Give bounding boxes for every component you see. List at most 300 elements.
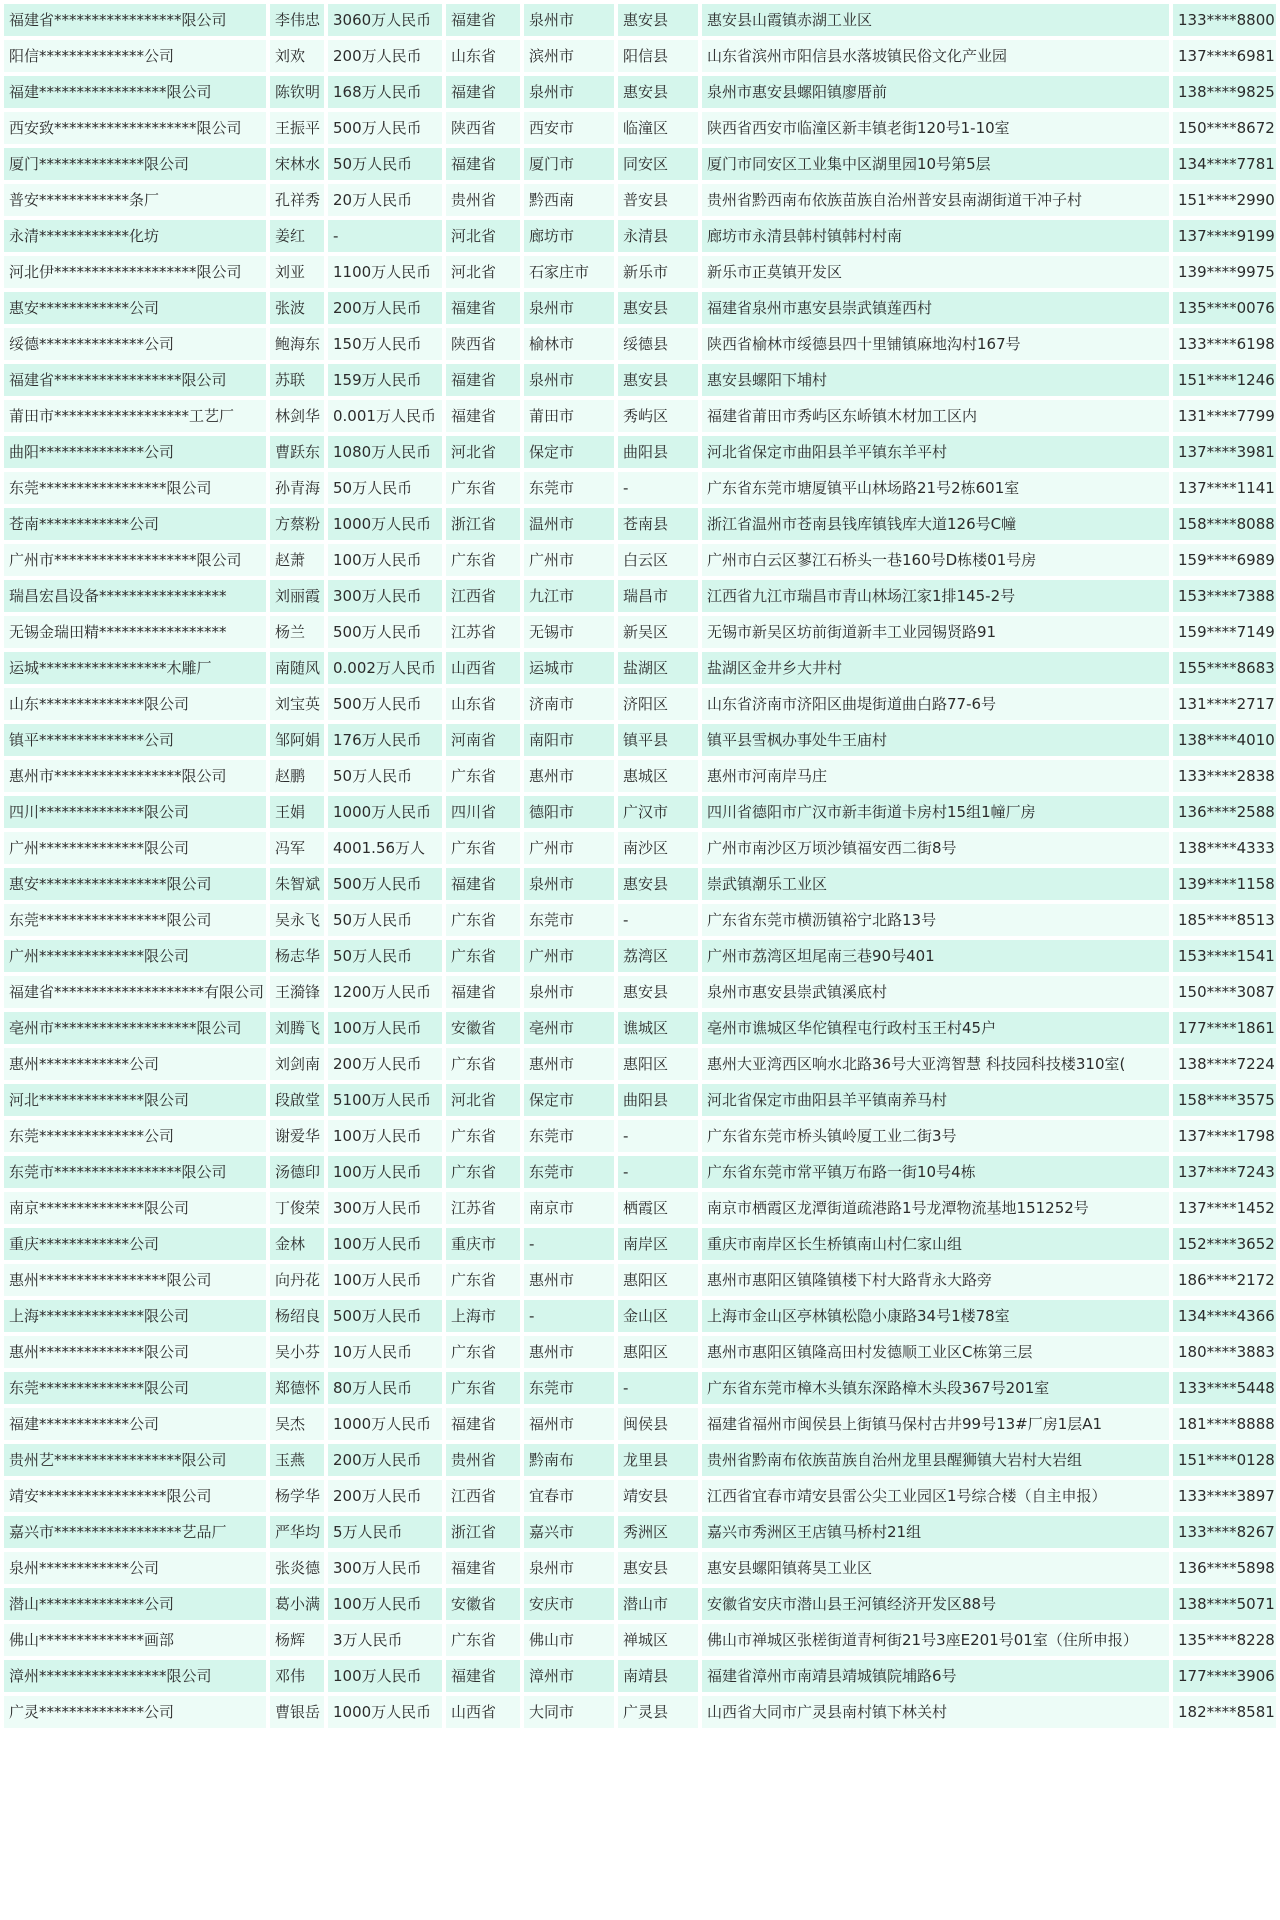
province-cell: 广东省 (446, 1048, 520, 1080)
company-name-cell: 惠州************公司 (4, 1048, 266, 1080)
city-cell: 济南市 (524, 688, 614, 720)
legal-person-cell: 玉燕 (270, 1444, 324, 1476)
province-cell: 福建省 (446, 76, 520, 108)
city-cell: 无锡市 (524, 616, 614, 648)
registered-capital-cell: 168万人民币 (328, 76, 442, 108)
table-row (4, 508, 1276, 540)
phone-cell: 138****4010 (1173, 724, 1276, 756)
address-cell: 亳州市谯城区华佗镇程屯行政村玉王村45户 (702, 1012, 1169, 1044)
phone-cell: 133****5448 (1173, 1372, 1276, 1404)
table-row (4, 4, 1276, 36)
company-name-cell: 东莞**************公司 (4, 1120, 266, 1152)
address-cell: 福建省泉州市惠安县崇武镇莲西村 (702, 292, 1169, 324)
company-name-cell: 广州**************限公司 (4, 940, 266, 972)
address-cell: 陕西省榆林市绥德县四十里铺镇麻地沟村167号 (702, 328, 1169, 360)
registered-capital-cell: 50万人民币 (328, 760, 442, 792)
table-row (4, 472, 1276, 504)
phone-cell: 137****3981 (1173, 436, 1276, 468)
address-cell: 泉州市惠安县崇武镇溪底村 (702, 976, 1169, 1008)
address-cell: 四川省德阳市广汉市新丰街道卡房村15组1幢厂房 (702, 796, 1169, 828)
province-cell: 福建省 (446, 400, 520, 432)
registered-capital-cell: 80万人民币 (328, 1372, 442, 1404)
address-cell: 泉州市惠安县螺阳镇廖厝前 (702, 76, 1169, 108)
company-name-cell: 靖安*****************限公司 (4, 1480, 266, 1512)
province-cell: 浙江省 (446, 1516, 520, 1548)
legal-person-cell: 宋林水 (270, 148, 324, 180)
city-cell: 东莞市 (524, 472, 614, 504)
legal-person-cell: 刘欢 (270, 40, 324, 72)
city-cell: 嘉兴市 (524, 1516, 614, 1548)
city-cell: 亳州市 (524, 1012, 614, 1044)
registered-capital-cell: 50万人民币 (328, 472, 442, 504)
address-cell: 惠州大亚湾西区响水北路36号大亚湾智慧 科技园科技楼310室( (702, 1048, 1169, 1080)
registered-capital-cell: 200万人民币 (328, 292, 442, 324)
address-cell: 嘉兴市秀洲区王店镇马桥村21组 (702, 1516, 1169, 1548)
registered-capital-cell: 200万人民币 (328, 1444, 442, 1476)
registered-capital-cell: 3万人民币 (328, 1624, 442, 1656)
legal-person-cell: 张炎德 (270, 1552, 324, 1584)
registered-capital-cell: 20万人民币 (328, 184, 442, 216)
province-cell: 山东省 (446, 688, 520, 720)
company-name-cell: 普安************条厂 (4, 184, 266, 216)
phone-cell: 138****5071 (1173, 1588, 1276, 1620)
province-cell: 福建省 (446, 1408, 520, 1440)
phone-cell: 182****8581 (1173, 1696, 1276, 1728)
table-row (4, 364, 1276, 396)
phone-cell: 131****7799 (1173, 400, 1276, 432)
table-row (4, 832, 1276, 864)
legal-person-cell: 金林 (270, 1228, 324, 1260)
phone-cell: 158****3575 (1173, 1084, 1276, 1116)
phone-cell: 139****1158 (1173, 868, 1276, 900)
legal-person-cell: 向丹花 (270, 1264, 324, 1296)
legal-person-cell: 南随风 (270, 652, 324, 684)
legal-person-cell: 汤德印 (270, 1156, 324, 1188)
registered-capital-cell: 100万人民币 (328, 1264, 442, 1296)
legal-person-cell: 刘剑南 (270, 1048, 324, 1080)
registered-capital-cell: 50万人民币 (328, 904, 442, 936)
province-cell: 江苏省 (446, 616, 520, 648)
company-name-cell: 福建省*****************限公司 (4, 364, 266, 396)
city-cell: 泉州市 (524, 4, 614, 36)
company-name-cell: 永清************化坊 (4, 220, 266, 252)
address-cell: 江西省九江市瑞昌市青山林场江家1排145-2号 (702, 580, 1169, 612)
company-name-cell: 福建************公司 (4, 1408, 266, 1440)
district-cell: 济阳区 (618, 688, 698, 720)
table-row (4, 1552, 1276, 1584)
company-name-cell: 山东**************限公司 (4, 688, 266, 720)
registered-capital-cell: 300万人民币 (328, 1192, 442, 1224)
company-name-cell: 上海**************限公司 (4, 1300, 266, 1332)
address-cell: 广东省东莞市桥头镇岭厦工业二街3号 (702, 1120, 1169, 1152)
district-cell: - (618, 1156, 698, 1188)
city-cell: 泉州市 (524, 1552, 614, 1584)
phone-cell: 134****7781 (1173, 148, 1276, 180)
province-cell: 广东省 (446, 1156, 520, 1188)
city-cell: 广州市 (524, 940, 614, 972)
district-cell: 曲阳县 (618, 436, 698, 468)
table-row (4, 976, 1276, 1008)
company-name-cell: 镇平**************公司 (4, 724, 266, 756)
address-cell: 广东省东莞市横沥镇裕宁北路13号 (702, 904, 1169, 936)
city-cell: 泉州市 (524, 76, 614, 108)
table-row (4, 1228, 1276, 1260)
district-cell: 白云区 (618, 544, 698, 576)
province-cell: 福建省 (446, 868, 520, 900)
registered-capital-cell: 1000万人民币 (328, 1696, 442, 1728)
company-name-cell: 运城*****************木雕厂 (4, 652, 266, 684)
company-name-cell: 贵州艺*****************限公司 (4, 1444, 266, 1476)
address-cell: 贵州省黔南布依族苗族自治州龙里县醒狮镇大岩村大岩组 (702, 1444, 1169, 1476)
city-cell: 东莞市 (524, 904, 614, 936)
province-cell: 广东省 (446, 760, 520, 792)
phone-cell: 150****8672 (1173, 112, 1276, 144)
company-name-cell: 苍南************公司 (4, 508, 266, 540)
legal-person-cell: 杨兰 (270, 616, 324, 648)
address-cell: 惠州市河南岸马庄 (702, 760, 1169, 792)
company-name-cell: 福建省********************有限公司 (4, 976, 266, 1008)
district-cell: - (618, 472, 698, 504)
legal-person-cell: 王娟 (270, 796, 324, 828)
district-cell: 曲阳县 (618, 1084, 698, 1116)
city-cell: 黔南布 (524, 1444, 614, 1476)
province-cell: 广东省 (446, 1336, 520, 1368)
district-cell: 南靖县 (618, 1660, 698, 1692)
city-cell: 黔西南 (524, 184, 614, 216)
table-row (4, 148, 1276, 180)
district-cell: 惠安县 (618, 364, 698, 396)
province-cell: 河北省 (446, 256, 520, 288)
city-cell: 东莞市 (524, 1372, 614, 1404)
table-row (4, 1408, 1276, 1440)
company-name-cell: 广灵**************公司 (4, 1696, 266, 1728)
address-cell: 惠安县螺阳下埔村 (702, 364, 1169, 396)
district-cell: 阳信县 (618, 40, 698, 72)
province-cell: 江西省 (446, 1480, 520, 1512)
table-row (4, 616, 1276, 648)
address-cell: 惠安县螺阳镇蒋昊工业区 (702, 1552, 1169, 1584)
province-cell: 浙江省 (446, 508, 520, 540)
province-cell: 重庆市 (446, 1228, 520, 1260)
registered-capital-cell: 50万人民币 (328, 148, 442, 180)
city-cell: 惠州市 (524, 1048, 614, 1080)
city-cell: 东莞市 (524, 1156, 614, 1188)
province-cell: 贵州省 (446, 1444, 520, 1476)
registered-capital-cell: 1100万人民币 (328, 256, 442, 288)
province-cell: 陕西省 (446, 328, 520, 360)
registered-capital-cell: 0.002万人民币 (328, 652, 442, 684)
phone-cell: 136****5898 (1173, 1552, 1276, 1584)
registered-capital-cell: 100万人民币 (328, 1012, 442, 1044)
registered-capital-cell: 50万人民币 (328, 940, 442, 972)
district-cell: - (618, 904, 698, 936)
phone-cell: 177****1861 (1173, 1012, 1276, 1044)
district-cell: 瑞昌市 (618, 580, 698, 612)
table-row (4, 1660, 1276, 1692)
registered-capital-cell: 5万人民币 (328, 1516, 442, 1548)
province-cell: 上海市 (446, 1300, 520, 1332)
registered-capital-cell: 500万人民币 (328, 616, 442, 648)
address-cell: 广州市南沙区万顷沙镇福安西二街8号 (702, 832, 1169, 864)
table-row (4, 220, 1276, 252)
address-cell: 山西省大同市广灵县南村镇下林关村 (702, 1696, 1169, 1728)
registered-capital-cell: 150万人民币 (328, 328, 442, 360)
province-cell: 福建省 (446, 292, 520, 324)
legal-person-cell: 冯军 (270, 832, 324, 864)
registered-capital-cell: 100万人民币 (328, 1228, 442, 1260)
table-row (4, 1048, 1276, 1080)
city-cell: 九江市 (524, 580, 614, 612)
city-cell: 佛山市 (524, 1624, 614, 1656)
company-name-cell: 东莞**************限公司 (4, 1372, 266, 1404)
table-row (4, 1516, 1276, 1548)
address-cell: 陕西省西安市临潼区新丰镇老街120号1-10室 (702, 112, 1169, 144)
phone-cell: 136****2588 (1173, 796, 1276, 828)
province-cell: 河北省 (446, 436, 520, 468)
city-cell: 莆田市 (524, 400, 614, 432)
district-cell: 栖霞区 (618, 1192, 698, 1224)
address-cell: 盐湖区金井乡大井村 (702, 652, 1169, 684)
registered-capital-cell: 100万人民币 (328, 1660, 442, 1692)
legal-person-cell: 张波 (270, 292, 324, 324)
company-name-cell: 广州市*******************限公司 (4, 544, 266, 576)
address-cell: 佛山市禅城区张槎街道青柯街21号3座E201号01室（住所申报） (702, 1624, 1169, 1656)
registered-capital-cell: - (328, 220, 442, 252)
province-cell: 安徽省 (446, 1588, 520, 1620)
district-cell: 禅城区 (618, 1624, 698, 1656)
registered-capital-cell: 1080万人民币 (328, 436, 442, 468)
district-cell: 惠安县 (618, 76, 698, 108)
province-cell: 山西省 (446, 652, 520, 684)
registered-capital-cell: 10万人民币 (328, 1336, 442, 1368)
registered-capital-cell: 176万人民币 (328, 724, 442, 756)
company-name-cell: 厦门**************限公司 (4, 148, 266, 180)
table-row (4, 1444, 1276, 1476)
registered-capital-cell: 200万人民币 (328, 40, 442, 72)
province-cell: 山东省 (446, 40, 520, 72)
district-cell: 惠阳区 (618, 1336, 698, 1368)
phone-cell: 139****9975 (1173, 256, 1276, 288)
table-row (4, 1372, 1276, 1404)
province-cell: 广东省 (446, 1120, 520, 1152)
city-cell: - (524, 1228, 614, 1260)
table-row (4, 1480, 1276, 1512)
table-row (4, 724, 1276, 756)
table-row (4, 40, 1276, 72)
address-cell: 山东省济南市济阳区曲堤街道曲白路77-6号 (702, 688, 1169, 720)
registered-capital-cell: 5100万人民币 (328, 1084, 442, 1116)
table-row (4, 1588, 1276, 1620)
legal-person-cell: 赵鹏 (270, 760, 324, 792)
table-row (4, 580, 1276, 612)
legal-person-cell: 王振平 (270, 112, 324, 144)
city-cell: 保定市 (524, 436, 614, 468)
city-cell: 福州市 (524, 1408, 614, 1440)
city-cell: 惠州市 (524, 1264, 614, 1296)
district-cell: 惠阳区 (618, 1048, 698, 1080)
province-cell: 四川省 (446, 796, 520, 828)
province-cell: 江西省 (446, 580, 520, 612)
registered-capital-cell: 500万人民币 (328, 868, 442, 900)
district-cell: 永清县 (618, 220, 698, 252)
address-cell: 无锡市新吴区坊前街道新丰工业园锡贤路91 (702, 616, 1169, 648)
table-row (4, 652, 1276, 684)
address-cell: 贵州省黔西南布依族苗族自治州普安县南湖街道干冲子村 (702, 184, 1169, 216)
address-cell: 南京市栖霞区龙潭街道疏港路1号龙潭物流基地151252号 (702, 1192, 1169, 1224)
city-cell: 泉州市 (524, 292, 614, 324)
district-cell: 同安区 (618, 148, 698, 180)
phone-cell: 138****7224 (1173, 1048, 1276, 1080)
city-cell: 宜春市 (524, 1480, 614, 1512)
district-cell: 谯城区 (618, 1012, 698, 1044)
legal-person-cell: 杨辉 (270, 1624, 324, 1656)
registered-capital-cell: 100万人民币 (328, 1588, 442, 1620)
province-cell: 贵州省 (446, 184, 520, 216)
city-cell: 廊坊市 (524, 220, 614, 252)
phone-cell: 159****6989 (1173, 544, 1276, 576)
phone-cell: 185****8513 (1173, 904, 1276, 936)
district-cell: 新吴区 (618, 616, 698, 648)
city-cell: 温州市 (524, 508, 614, 540)
district-cell: 惠阳区 (618, 1264, 698, 1296)
phone-cell: 137****1141 (1173, 472, 1276, 504)
district-cell: 金山区 (618, 1300, 698, 1332)
company-name-cell: 惠安*****************限公司 (4, 868, 266, 900)
phone-cell: 151****0128 (1173, 1444, 1276, 1476)
legal-person-cell: 李伟忠 (270, 4, 324, 36)
table-row (4, 904, 1276, 936)
table-row (4, 796, 1276, 828)
registered-capital-cell: 1000万人民币 (328, 796, 442, 828)
province-cell: 广东省 (446, 1624, 520, 1656)
phone-cell: 155****8683 (1173, 652, 1276, 684)
phone-cell: 186****2172 (1173, 1264, 1276, 1296)
legal-person-cell: 王漪锋 (270, 976, 324, 1008)
address-cell: 惠州市惠阳区镇隆高田村发德顺工业区C栋第三层 (702, 1336, 1169, 1368)
registered-capital-cell: 1000万人民币 (328, 1408, 442, 1440)
district-cell: 惠安县 (618, 292, 698, 324)
address-cell: 浙江省温州市苍南县钱库镇钱库大道126号C幢 (702, 508, 1169, 540)
province-cell: 福建省 (446, 364, 520, 396)
phone-cell: 150****3087 (1173, 976, 1276, 1008)
company-name-cell: 西安致*******************限公司 (4, 112, 266, 144)
district-cell: 新乐市 (618, 256, 698, 288)
table-row (4, 76, 1276, 108)
district-cell: 南沙区 (618, 832, 698, 864)
table-row (4, 1156, 1276, 1188)
legal-person-cell: 曹银岳 (270, 1696, 324, 1728)
district-cell: 秀屿区 (618, 400, 698, 432)
legal-person-cell: 郑德怀 (270, 1372, 324, 1404)
city-cell: 泉州市 (524, 976, 614, 1008)
address-cell: 广州市白云区蓼江石桥头一巷160号D栋楼01号房 (702, 544, 1169, 576)
city-cell: 厦门市 (524, 148, 614, 180)
company-name-cell: 河北伊*******************限公司 (4, 256, 266, 288)
legal-person-cell: 葛小满 (270, 1588, 324, 1620)
company-name-cell: 莆田市******************工艺厂 (4, 400, 266, 432)
company-name-cell: 东莞市*****************限公司 (4, 1156, 266, 1188)
province-cell: 广东省 (446, 940, 520, 972)
province-cell: 广东省 (446, 904, 520, 936)
district-cell: 南岸区 (618, 1228, 698, 1260)
district-cell: 秀洲区 (618, 1516, 698, 1548)
province-cell: 广东省 (446, 832, 520, 864)
legal-person-cell: 刘宝英 (270, 688, 324, 720)
province-cell: 福建省 (446, 4, 520, 36)
address-cell: 安徽省安庆市潜山县王河镇经济开发区88号 (702, 1588, 1169, 1620)
province-cell: 安徽省 (446, 1012, 520, 1044)
district-cell: 惠安县 (618, 4, 698, 36)
legal-person-cell: 杨绍良 (270, 1300, 324, 1332)
phone-cell: 181****8888 (1173, 1408, 1276, 1440)
phone-cell: 137****1452 (1173, 1192, 1276, 1224)
city-cell: 石家庄市 (524, 256, 614, 288)
phone-cell: 135****0076 (1173, 292, 1276, 324)
city-cell: 南京市 (524, 1192, 614, 1224)
company-name-cell: 漳州*****************限公司 (4, 1660, 266, 1692)
city-cell: - (524, 1300, 614, 1332)
phone-cell: 177****3906 (1173, 1660, 1276, 1692)
registered-capital-cell: 100万人民币 (328, 544, 442, 576)
phone-cell: 133****2838 (1173, 760, 1276, 792)
legal-person-cell: 吴永飞 (270, 904, 324, 936)
city-cell: 惠州市 (524, 1336, 614, 1368)
address-cell: 厦门市同安区工业集中区湖里园10号第5层 (702, 148, 1169, 180)
province-cell: 河南省 (446, 724, 520, 756)
phone-cell: 131****2717 (1173, 688, 1276, 720)
province-cell: 广东省 (446, 544, 520, 576)
province-cell: 福建省 (446, 976, 520, 1008)
company-name-cell: 四川**************限公司 (4, 796, 266, 828)
legal-person-cell: 孔祥秀 (270, 184, 324, 216)
legal-person-cell: 陈钦明 (270, 76, 324, 108)
registered-capital-cell: 100万人民币 (328, 1156, 442, 1188)
address-cell: 福建省漳州市南靖县靖城镇院埔路6号 (702, 1660, 1169, 1692)
address-cell: 福建省福州市闽侯县上街镇马保村古井99号13#厂房1层A1 (702, 1408, 1169, 1440)
table-row (4, 1084, 1276, 1116)
company-name-cell: 福建省*****************限公司 (4, 4, 266, 36)
province-cell: 江苏省 (446, 1192, 520, 1224)
phone-cell: 133****8267 (1173, 1516, 1276, 1548)
city-cell: 南阳市 (524, 724, 614, 756)
registered-capital-cell: 3060万人民币 (328, 4, 442, 36)
phone-cell: 137****6981 (1173, 40, 1276, 72)
table-row (4, 256, 1276, 288)
address-cell: 广东省东莞市樟木头镇东深路樟木头段367号201室 (702, 1372, 1169, 1404)
legal-person-cell: 杨志华 (270, 940, 324, 972)
company-name-cell: 泉州************公司 (4, 1552, 266, 1584)
legal-person-cell: 朱智斌 (270, 868, 324, 900)
province-cell: 河北省 (446, 220, 520, 252)
registered-capital-cell: 300万人民币 (328, 580, 442, 612)
city-cell: 漳州市 (524, 1660, 614, 1692)
company-name-cell: 广州**************限公司 (4, 832, 266, 864)
legal-person-cell: 姜红 (270, 220, 324, 252)
company-name-cell: 东莞*****************限公司 (4, 472, 266, 504)
registered-capital-cell: 300万人民币 (328, 1552, 442, 1584)
legal-person-cell: 赵萧 (270, 544, 324, 576)
table-row (4, 1120, 1276, 1152)
company-name-cell: 惠州*****************限公司 (4, 1264, 266, 1296)
phone-cell: 151****2990 (1173, 184, 1276, 216)
legal-person-cell: 谢爱华 (270, 1120, 324, 1152)
district-cell: - (618, 1372, 698, 1404)
registered-capital-cell: 500万人民币 (328, 1300, 442, 1332)
table-row (4, 940, 1276, 972)
table-row (4, 544, 1276, 576)
legal-person-cell: 刘亚 (270, 256, 324, 288)
table-row (4, 328, 1276, 360)
